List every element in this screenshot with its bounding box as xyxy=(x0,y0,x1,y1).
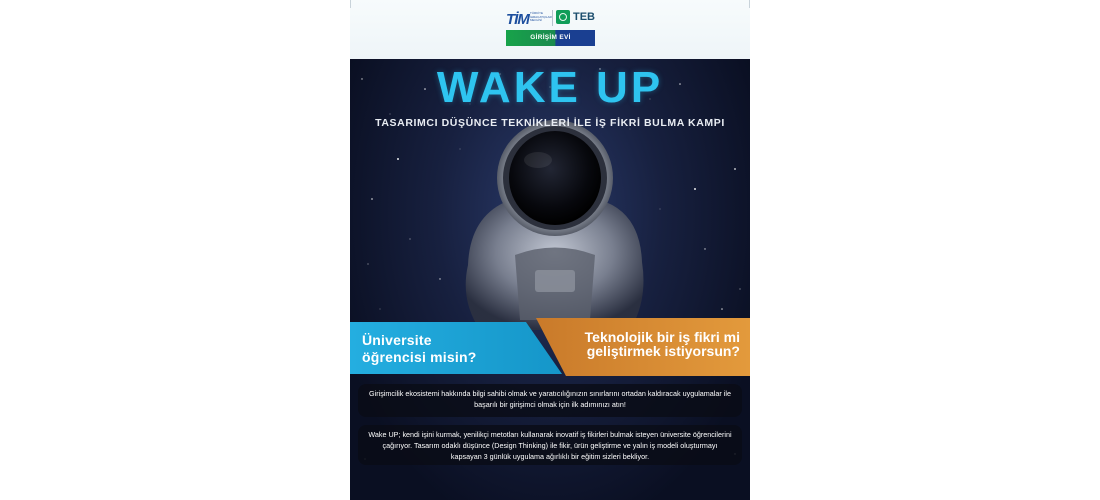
astronaut-chest-panel xyxy=(535,270,575,292)
tim-logo-subtext: TÜRKİYE İHRACATÇILAR MECLİSİ xyxy=(530,11,552,22)
girisim-evi-text: GİRİŞİM EVİ xyxy=(530,34,571,41)
poster xyxy=(350,0,750,500)
poster-subtitle: TASARIMCI DÜŞÜNCE TEKNİKLERİ İLE İŞ FİKRİ BULMA KAMPI xyxy=(375,117,725,129)
teb-logo-text: TEB xyxy=(573,11,595,23)
banner-tech-idea-text: Teknolojik bir iş fikri mi geliştirmek istiyorsun? xyxy=(584,329,740,359)
tim-logo-mark: TİM xyxy=(506,11,529,28)
info-box-2: Wake UP; kendi işini kurmak, yenilikçi metotları kullanarak inovatif iş fikirleri bulmak isteyen üniversite öğrencilerini çağırıyor. Tasarım odaklı düşünce (Design Thinking) ile fikir, ürün geliştirme ve yalın iş modeli oluşturmayı kapsayan 3 günlük uygulama ağırlıklı bir eğitim sizleri bekliyor. xyxy=(358,425,742,465)
astronaut-visor xyxy=(509,131,601,225)
poster-title: WAKE UP xyxy=(436,63,664,112)
info-box-1: Girişimcilik ekosistemi hakkında bilgi sahibi olmak ve yaratıcılığınızın sınırlarını ortadan kaldıracak uygulamalar ile başarılı bir girişimci olmak için ilk adımınızı atın! xyxy=(358,384,742,417)
banner-student-text: Üniversite öğrencisi misin? xyxy=(362,332,477,365)
